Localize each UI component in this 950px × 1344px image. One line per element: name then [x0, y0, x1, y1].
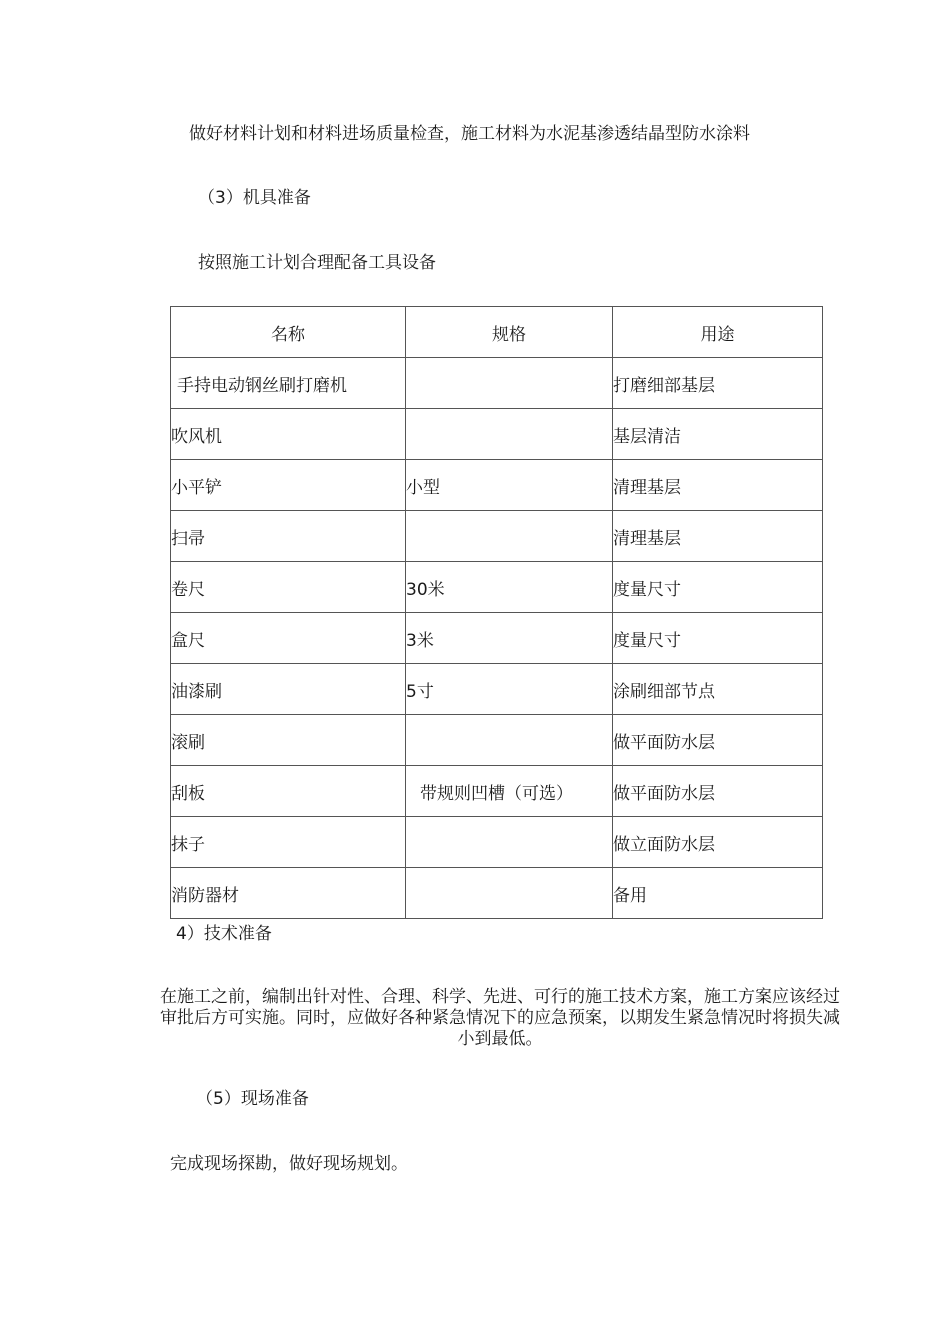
table-row: [171, 613, 823, 664]
tool-spec: [406, 511, 613, 562]
table-row: [171, 766, 823, 817]
tool-name: 刮板: [171, 766, 406, 817]
tool-name: 抹子: [171, 817, 406, 868]
tool-spec: [406, 817, 613, 868]
table-row: [171, 562, 823, 613]
tool-name: 油漆刷: [171, 664, 406, 715]
tools-intro: 按照施工计划合理配备工具设备: [198, 253, 436, 273]
table-row: [171, 715, 823, 766]
tool-name: 小平铲: [171, 460, 406, 511]
table-row: [171, 868, 823, 919]
tool-spec: 带规则凹槽（可选）: [406, 766, 613, 817]
header-name: 名称: [171, 307, 406, 358]
site-heading: （5）现场准备: [196, 1089, 309, 1109]
tool-use: 做平面防水层: [613, 766, 823, 817]
header-use: 用途: [613, 307, 823, 358]
tool-spec: [406, 409, 613, 460]
tech-paragraph: 在施工之前，编制出针对性、合理、科学、先进、可行的施工技术方案，施工方案应该经过审批后方可实施。同时，应做好各种紧急情况下的应急预案，以期发生紧急情况时将损失减小到最低。: [160, 987, 840, 1049]
tool-spec: 30米: [406, 562, 613, 613]
tools-table: [170, 306, 823, 919]
tool-use: 涂刷细部节点: [613, 664, 823, 715]
tool-use: 度量尺寸: [613, 613, 823, 664]
tool-spec: [406, 358, 613, 409]
tool-use: 做立面防水层: [613, 817, 823, 868]
tool-name: 滚刷: [171, 715, 406, 766]
table-header-row: [171, 307, 823, 358]
tool-name: 吹风机: [171, 409, 406, 460]
table-row: [171, 817, 823, 868]
tool-spec: 3米: [406, 613, 613, 664]
tool-use: 清理基层: [613, 511, 823, 562]
header-spec: 规格: [406, 307, 613, 358]
tool-use: 备用: [613, 868, 823, 919]
tool-use: 清理基层: [613, 460, 823, 511]
tool-name: 手持电动钢丝刷打磨机: [171, 358, 406, 409]
materials-paragraph: 做好材料计划和材料进场质量检查，施工材料为水泥基渗透结晶型防水涂料: [189, 124, 750, 144]
site-paragraph: 完成现场探勘，做好现场规划。: [170, 1154, 408, 1174]
table-row: [171, 511, 823, 562]
tool-spec: 小型: [406, 460, 613, 511]
tech-heading: 4）技术准备: [176, 924, 272, 944]
table-row: [171, 460, 823, 511]
tool-name: 盒尺: [171, 613, 406, 664]
table-row: [171, 664, 823, 715]
tool-use: 度量尺寸: [613, 562, 823, 613]
table-row: [171, 358, 823, 409]
tool-use: 做平面防水层: [613, 715, 823, 766]
tool-use: 打磨细部基层: [613, 358, 823, 409]
tool-name: 消防器材: [171, 868, 406, 919]
tool-use: 基层清洁: [613, 409, 823, 460]
tool-spec: 5寸: [406, 664, 613, 715]
tool-name: 扫帚: [171, 511, 406, 562]
table-row: [171, 409, 823, 460]
tool-name: 卷尺: [171, 562, 406, 613]
tool-spec: [406, 868, 613, 919]
tools-heading: （3）机具准备: [198, 188, 311, 208]
tool-spec: [406, 715, 613, 766]
